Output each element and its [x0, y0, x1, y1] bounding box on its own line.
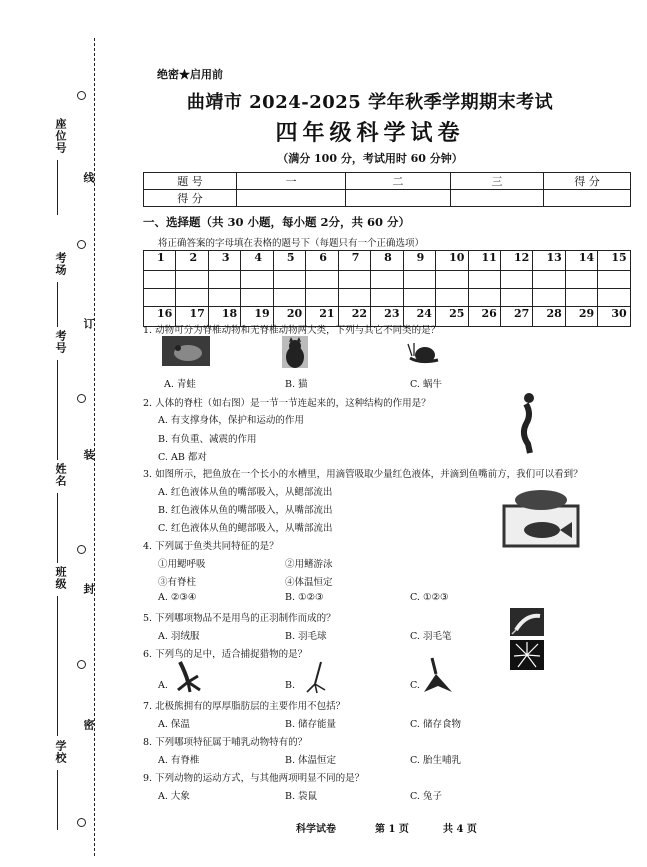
exam-note: （满分 100 分，考试用时 60 分钟）	[277, 152, 463, 165]
answer-fill-cell[interactable]	[306, 289, 338, 307]
answer-number-cell: 29	[565, 307, 597, 327]
answer-fill-cell[interactable]	[208, 271, 240, 289]
q1-option-a: A. 青蛙	[164, 379, 196, 390]
seat-number-label: 座位号	[54, 118, 67, 154]
answer-number-cell: 7	[338, 251, 370, 271]
answer-fill-cell[interactable]	[273, 271, 305, 289]
seal-char-pack: 装	[82, 449, 95, 461]
answer-number-cell: 21	[306, 307, 338, 327]
q4-item-3: ③有脊柱	[158, 577, 197, 588]
answer-number-cell: 30	[598, 307, 631, 327]
quill-pen-image	[510, 608, 544, 636]
question-1: 1. 动物可分为脊椎动物和无脊椎动物两大类，下列与其它不同类的是？	[143, 325, 441, 336]
feather-burst-image	[510, 640, 544, 670]
bird-foot-a-image	[172, 660, 208, 694]
name-line[interactable]	[57, 493, 58, 563]
q7-option-b: B. 储存能量	[285, 719, 337, 730]
q6-option-a: A.	[158, 680, 168, 691]
question-6: 6. 下列鸟的足中，适合捕捉猎物的是？	[143, 649, 308, 660]
q4-option-a: A. ②③④	[158, 592, 197, 603]
score-cell[interactable]	[237, 190, 346, 207]
answer-number-cell: 11	[468, 251, 500, 271]
q8-option-c: C. 胎生哺乳	[410, 755, 461, 766]
answer-number-cell: 13	[533, 251, 565, 271]
answer-fill-cell[interactable]	[500, 271, 532, 289]
answer-fill-cell[interactable]	[176, 271, 208, 289]
answer-fill-cell[interactable]	[241, 271, 273, 289]
q8-option-b: B. 体温恒定	[285, 755, 337, 766]
answer-fill-cell[interactable]	[403, 289, 435, 307]
question-2: 2. 人体的脊柱（如右图）是一节一节连起来的，这种结构的作用是？	[143, 398, 431, 409]
seal-char-seal: 封	[82, 583, 95, 595]
answer-number-cell: 8	[371, 251, 403, 271]
q9-option-a: A. 大象	[158, 791, 190, 802]
answer-fill-cell[interactable]	[403, 271, 435, 289]
q4-item-1: ①用鳃呼吸	[158, 559, 206, 570]
score-table-score-row	[144, 190, 631, 207]
answer-fill-cell[interactable]	[208, 289, 240, 307]
score-cell[interactable]	[346, 190, 451, 207]
answer-number-cell: 2	[176, 251, 208, 271]
answer-number-cell: 3	[208, 251, 240, 271]
q7-option-a: A. 保温	[158, 719, 190, 730]
answer-fill-cell[interactable]	[565, 271, 597, 289]
answer-number-cell: 23	[371, 307, 403, 327]
answer-fill-row	[144, 271, 631, 289]
exam-room-label: 考场	[54, 252, 67, 276]
answer-fill-cell[interactable]	[241, 289, 273, 307]
answer-number-cell: 20	[273, 307, 305, 327]
answer-number-cell: 14	[565, 251, 597, 271]
fish-tank-image	[500, 488, 582, 550]
class-line[interactable]	[57, 596, 58, 736]
score-table-q-label: 题 号	[144, 173, 237, 190]
score-table-col: 得 分	[544, 173, 631, 190]
answer-number-cell: 5	[273, 251, 305, 271]
paper-title: 四年级科学试卷	[275, 120, 465, 146]
q8-option-a: A. 有脊椎	[158, 755, 200, 766]
binding-hole	[77, 660, 86, 669]
answer-fill-cell[interactable]	[371, 289, 403, 307]
answer-fill-cell[interactable]	[144, 289, 176, 307]
question-4: 4. 下列属于鱼类共同特征的是？	[143, 541, 279, 552]
answer-fill-row	[144, 289, 631, 307]
answer-number-cell: 15	[598, 251, 631, 271]
binding-hole	[77, 240, 86, 249]
answer-number-cell: 22	[338, 307, 370, 327]
seal-char-line: 线	[82, 172, 95, 184]
exam-number-line[interactable]	[57, 360, 58, 460]
q1-option-b: B. 猫	[285, 379, 308, 390]
seal-char-secret: 密	[82, 719, 95, 731]
score-table-header-row	[144, 173, 631, 190]
answer-number-cell: 24	[403, 307, 435, 327]
q2-option-c: C. AB 都对	[158, 452, 207, 463]
answer-fill-cell[interactable]	[468, 289, 500, 307]
bird-foot-c-image	[422, 656, 454, 694]
question-3: 3. 如图所示，把鱼放在一个长小的水槽里，用滴管吸取少量红色液体，并滴到鱼嘴前方，我们可以看到？	[143, 469, 583, 480]
answer-fill-cell[interactable]	[338, 271, 370, 289]
answer-fill-cell[interactable]	[273, 289, 305, 307]
q4-option-b: B. ①②③	[285, 592, 324, 603]
section-instruction: 将正确答案的字母填在表格的题号下（每题只有一个正确选项）	[158, 238, 425, 249]
answer-fill-cell[interactable]	[533, 289, 565, 307]
score-table	[143, 172, 631, 207]
question-7: 7. 北极熊拥有的厚厚脂肪层的主要作用不包括？	[143, 701, 346, 712]
q4-item-4: ④体温恒定	[285, 577, 333, 588]
answer-number-cell: 27	[500, 307, 532, 327]
exam-number-label: 考号	[54, 330, 67, 354]
answer-fill-cell[interactable]	[144, 271, 176, 289]
q7-option-c: C. 储存食物	[410, 719, 461, 730]
answer-number-cell: 9	[403, 251, 435, 271]
answer-number-cell: 18	[208, 307, 240, 327]
q6-option-b: B.	[285, 680, 296, 691]
q4-option-c: C. ①②③	[410, 592, 449, 603]
q3-option-c: C. 红色液体从鱼的鳃部吸入，从嘴部流出	[158, 523, 333, 534]
footer-total: 共 4 页	[443, 824, 477, 835]
answer-fill-cell[interactable]	[176, 289, 208, 307]
class-label: 班级	[54, 566, 67, 590]
seal-char-bind: 订	[82, 318, 95, 330]
q3-option-b: B. 红色液体从鱼的嘴部吸入，从嘴部流出	[158, 505, 333, 516]
answer-number-cell: 1	[144, 251, 176, 271]
bird-foot-b-image	[303, 660, 329, 694]
answer-fill-cell[interactable]	[565, 289, 597, 307]
snail-image	[400, 340, 442, 368]
answer-fill-cell[interactable]	[436, 271, 468, 289]
answer-fill-cell[interactable]	[500, 289, 532, 307]
answer-fill-cell[interactable]	[338, 289, 370, 307]
seat-number-line[interactable]	[57, 160, 58, 215]
school-line[interactable]	[57, 770, 58, 830]
spine-image	[518, 392, 540, 454]
score-cell[interactable]	[451, 190, 544, 207]
score-table-col: 一	[237, 173, 346, 190]
school-label: 学校	[54, 740, 67, 764]
binding-hole	[77, 818, 86, 827]
q5-option-b: B. 羽毛球	[285, 631, 327, 642]
answer-table	[143, 250, 631, 327]
binding-hole	[77, 91, 86, 100]
binding-hole	[77, 394, 86, 403]
binding-dashed-line	[94, 38, 95, 856]
q6-option-c: C.	[410, 680, 420, 691]
question-9: 9. 下列动物的运动方式，与其他两项明显不同的是？	[143, 773, 365, 784]
section-heading: 一、选择题（共 30 小题，每小题 2分，共 60 分）	[143, 215, 411, 229]
score-table-s-label: 得 分	[144, 190, 237, 207]
confidential-mark: 绝密★启用前	[157, 68, 223, 81]
score-cell[interactable]	[544, 190, 631, 207]
score-table-col: 二	[346, 173, 451, 190]
answer-fill-cell[interactable]	[598, 271, 631, 289]
answer-fill-cell[interactable]	[436, 289, 468, 307]
answer-fill-cell[interactable]	[371, 271, 403, 289]
q1-option-c: C. 蜗牛	[410, 379, 442, 390]
q9-option-b: B. 袋鼠	[285, 791, 318, 802]
answer-number-cell: 10	[436, 251, 468, 271]
q4-item-2: ②用鳍游泳	[285, 559, 333, 570]
answer-number-cell: 4	[241, 251, 273, 271]
score-table-col: 三	[451, 173, 544, 190]
name-label: 姓名	[54, 463, 67, 487]
q2-option-a: A. 有支撑身体，保护和运动的作用	[158, 415, 304, 426]
q9-option-c: C. 兔子	[410, 791, 442, 802]
question-5: 5. 下列哪项物品不是用鸟的正羽制作而成的？	[143, 613, 336, 624]
answer-fill-cell[interactable]	[533, 271, 565, 289]
answer-number-cell: 17	[176, 307, 208, 327]
answer-number-cell: 12	[500, 251, 532, 271]
answer-number-cell: 6	[306, 251, 338, 271]
answer-number-cell: 26	[468, 307, 500, 327]
frog-image	[162, 336, 210, 366]
q5-option-c: C. 羽毛笔	[410, 631, 452, 642]
q3-option-a: A. 红色液体从鱼的嘴部吸入，从鳃部流出	[158, 487, 333, 498]
answer-fill-cell[interactable]	[306, 271, 338, 289]
q2-option-b: B. 有负重、减震的作用	[158, 434, 257, 445]
answer-number-cell: 16	[144, 307, 176, 327]
question-8: 8. 下列哪项特征属于哺乳动物特有的？	[143, 737, 308, 748]
footer-page: 第 1 页	[375, 824, 409, 835]
answer-number-cell: 28	[533, 307, 565, 327]
answer-number-row	[144, 251, 631, 271]
exam-title: 曲靖市 2024-2025 学年秋季学期期末考试	[186, 92, 554, 113]
answer-fill-cell[interactable]	[468, 271, 500, 289]
q5-option-a: A. 羽绒服	[158, 631, 200, 642]
exam-room-line[interactable]	[57, 282, 58, 327]
answer-number-cell: 19	[241, 307, 273, 327]
cat-image	[282, 336, 308, 368]
answer-fill-cell[interactable]	[598, 289, 631, 307]
footer-subject: 科学试卷	[296, 824, 336, 835]
binding-hole	[77, 545, 86, 554]
answer-number-cell: 25	[436, 307, 468, 327]
